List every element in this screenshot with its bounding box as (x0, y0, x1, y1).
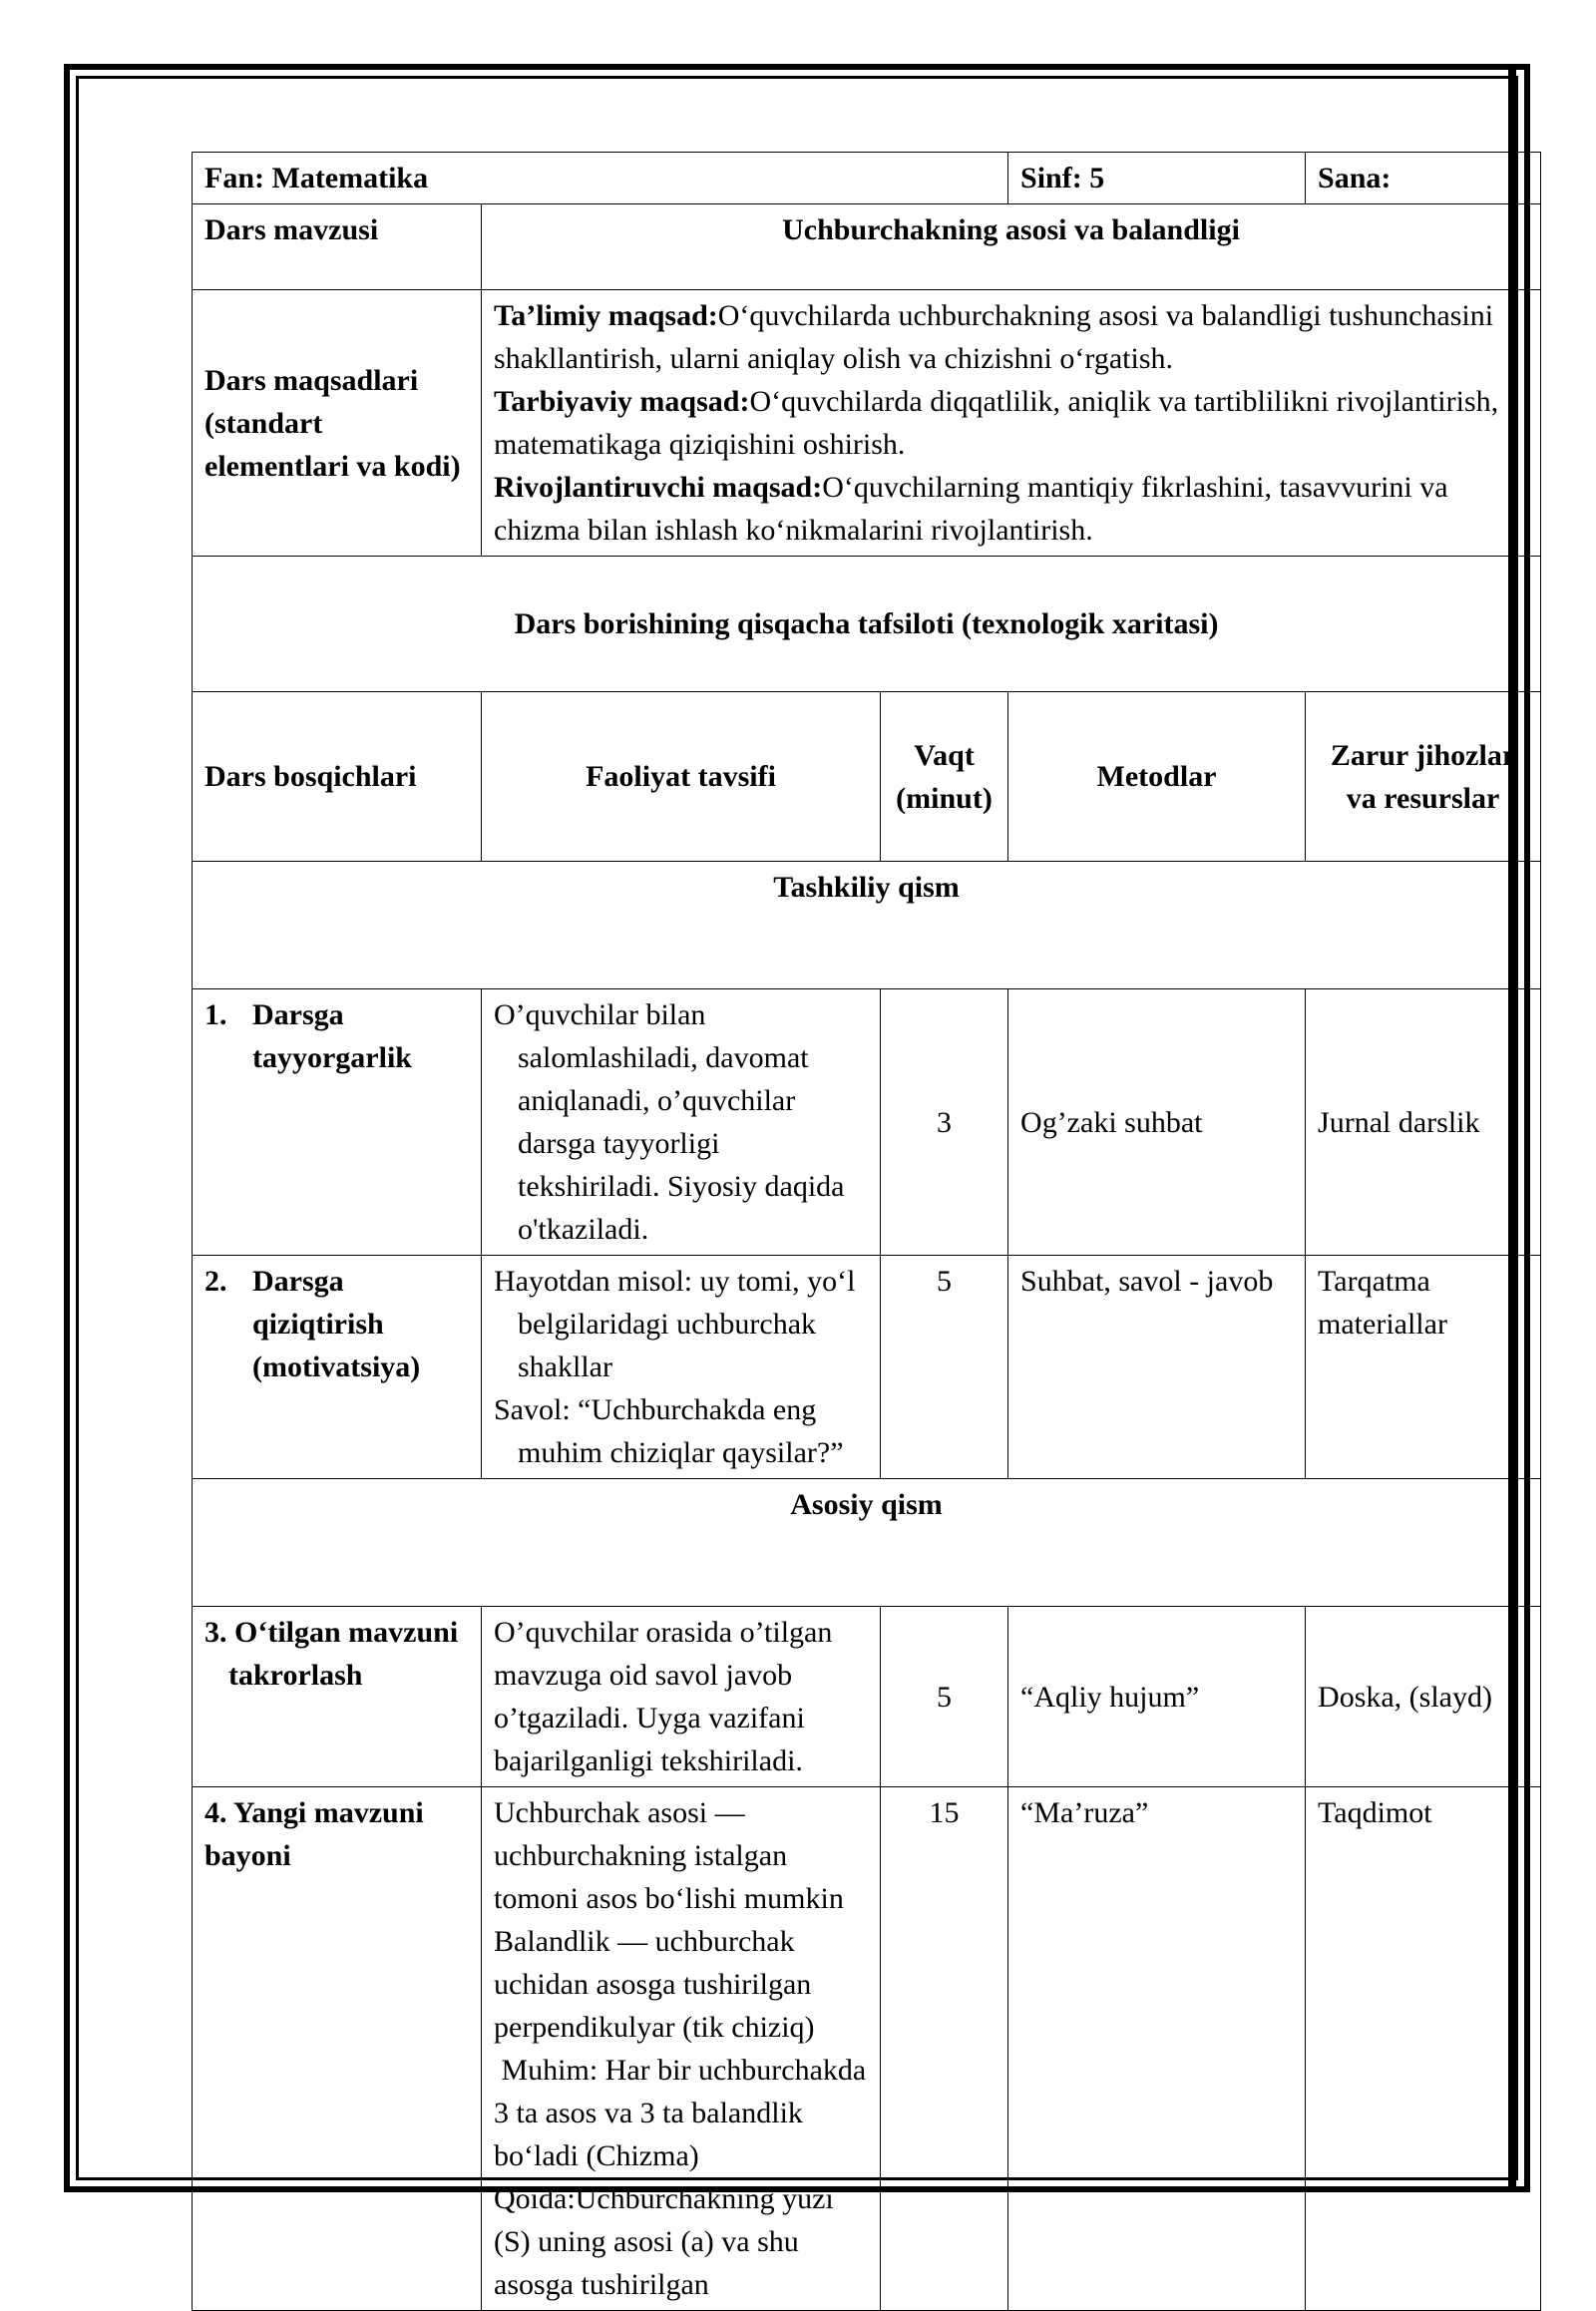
col-activity: Faoliyat tavsifi (482, 692, 881, 862)
stage-number: 2. (204, 1265, 227, 1298)
topic-label: Dars mavzusi (193, 204, 482, 290)
grade-cell: Sinf: 5 (1008, 153, 1306, 204)
activity-line: Qoida:Uchburchakning yuzi (S) uning asosi (a) va shu asosga tushirilgan (494, 2182, 834, 2301)
stage-cell (193, 989, 482, 1256)
resources-cell: Tarqatma materiallar (1306, 1256, 1541, 1479)
activity-line: Balandlik — uchburchak uchidan asosga tushirilgan perpendikulyar (tik chiziq) (494, 1925, 815, 2044)
table-row (193, 1256, 1541, 1479)
section-organizational-row (193, 862, 1541, 989)
resources-cell: Doska, (slayd) (1306, 1607, 1541, 1787)
topic-value: Uchburchakning asosi va balandligi (482, 204, 1541, 290)
col-methods: Metodlar (1008, 692, 1306, 862)
activity-cell: O’quvchilar bilan salomlashiladi, davomat aniqlanadi, o’quvchilar darsga tayyorligi tekshiriladi. Siyosiy daqida o'tkaziladi. (482, 989, 881, 1256)
time-cell: 15 (881, 1787, 1008, 2311)
goals-row (193, 290, 1541, 557)
goals-label: Dars maqsadlari (standart elementlari va kodi) (193, 290, 482, 557)
columns-header-row (193, 692, 1541, 862)
methods-cell: “Ma’ruza” (1008, 1787, 1306, 2311)
lesson-plan-table (192, 152, 1541, 2311)
date-cell: Sana: (1306, 153, 1541, 204)
goals-content (482, 290, 1541, 557)
section-organizational: Tashkiliy qism (193, 862, 1541, 989)
overview-title: Dars borishining qisqacha tafsiloti (texnologik xaritasi) (193, 557, 1541, 692)
resources-cell: Taqdimot (1306, 1787, 1541, 2311)
activity-line: Muhim: Har bir uchburchakda 3 ta asos va 3 ta balandlik bo‘ladi (Chizma) (494, 2054, 874, 2172)
activity-cell (482, 1256, 881, 1479)
subject-cell: Fan: Matematika (193, 153, 1008, 204)
col-stage: Dars bosqichlari (193, 692, 482, 862)
stage-label: Darsga tayyorgarlik (252, 998, 412, 1074)
time-cell: 3 (881, 989, 1008, 1256)
col-resources: Zarur jihozlar va resurslar (1306, 692, 1541, 862)
methods-cell: Suhbat, savol - javob (1008, 1256, 1306, 1479)
activity-cell: O’quvchilar orasida o’tilgan mavzuga oid savol javob o’tgaziladi. Uyga vazifani bajarilganligi tekshiriladi. (482, 1607, 881, 1787)
goal-upbringing: Tarbiyaviy maqsad:O‘quvchilarda diqqatlilik, aniqlik va tartiblilikni rivojlantirish, matematikaga qiziqishini oshirish. (494, 385, 1499, 461)
table-row (193, 989, 1541, 1256)
activity-line: Hayotdan misol: uy tomi, yo‘l belgilaridagi uchburchak shakllar (494, 1265, 856, 1383)
activity-cell (482, 1787, 881, 2311)
section-main: Asosiy qism (193, 1479, 1541, 1607)
goal-developmental: Rivojlantiruvchi maqsad:O‘quvchilarning mantiqiy fikrlashini, tasavvurini va chizma bilan ishlash ko‘nikmalarini rivojlantirish. (494, 471, 1448, 547)
stage-cell: 4. Yangi mavzuni bayoni (193, 1787, 482, 2311)
stage-cell (193, 1256, 482, 1479)
lesson-plan (192, 152, 1540, 2301)
table-row (193, 1607, 1541, 1787)
resources-cell: Jurnal darslik (1306, 989, 1541, 1256)
stage-number: 1. (204, 998, 227, 1031)
table-row (193, 1787, 1541, 2311)
methods-cell: Og’zaki suhbat (1008, 989, 1306, 1256)
col-time: Vaqt (minut) (881, 692, 1008, 862)
overview-row (193, 557, 1541, 692)
time-cell: 5 (881, 1256, 1008, 1479)
time-cell: 5 (881, 1607, 1008, 1787)
stage-label: Darsga qiziqtirish (motivatsiya) (252, 1265, 421, 1383)
goal-educational: Ta’limiy maqsad:O‘quvchilarda uchburchakning asosi va balandligi tushunchasini shakllantirish, ularni aniqlay olish va chizishni o‘rgatish. (494, 299, 1494, 375)
stage-cell: 3. O‘tilgan mavzuni takrorlash (193, 1607, 482, 1787)
section-main-row (193, 1479, 1541, 1607)
header-row (193, 153, 1541, 204)
activity-line: Uchburchak asosi — uchburchakning istalgan tomoni asos bo‘lishi mumkin (494, 1796, 844, 1915)
methods-cell: “Aqliy hujum” (1008, 1607, 1306, 1787)
activity-line: Savol: “Uchburchakda eng muhim chiziqlar qaysilar?” (494, 1393, 844, 1469)
topic-row (193, 204, 1541, 290)
